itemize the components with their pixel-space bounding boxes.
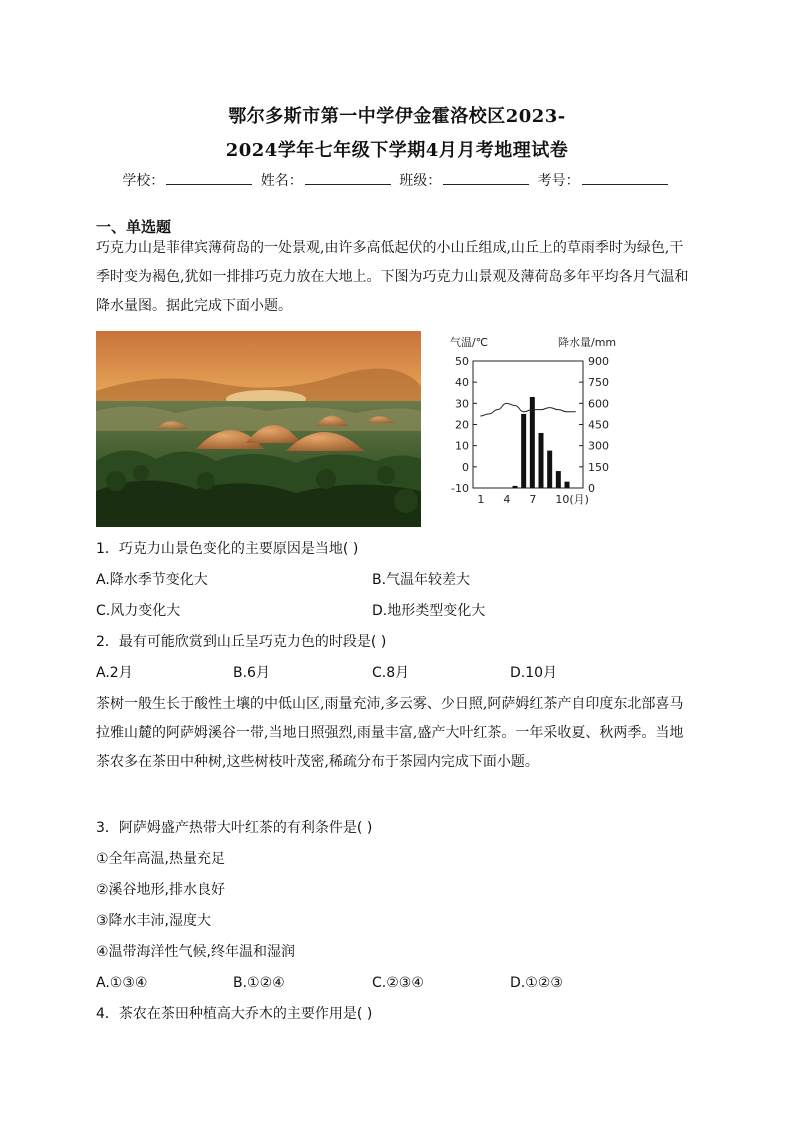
exam-title-line1: 鄂尔多斯市第一中学伊金霍洛校区2023- xyxy=(228,106,566,127)
passage-chocolate-hills: 巧克力山是菲律宾薄荷岛的一处景观,由许多高低起伏的小山丘组成,山丘上的草雨季时为绿色,干季时变为褐色,犹如一排排巧克力放在大地上。下图为巧克力山景观及薄荷岛多年平均各月气温和降水量图。据此完成下面小题。 xyxy=(96,240,689,314)
q2-stem: 2．最有可能欣赏到山丘呈巧克力色的时段是( ) xyxy=(96,634,387,650)
temp-tick-label: 50 xyxy=(455,355,469,368)
exam-number-blank[interactable] xyxy=(582,172,668,185)
precip-tick-label: 450 xyxy=(588,418,609,432)
section-heading: 一、单选题 xyxy=(96,218,172,236)
name-label: 姓名： xyxy=(260,173,303,189)
q3-statement-2: ②溪谷地形,排水良好 xyxy=(96,882,226,898)
precip-tick-label: 750 xyxy=(588,376,609,390)
temp-axis-label: 气温/℃ xyxy=(450,336,489,349)
q3-option-d[interactable]: D.①②③ xyxy=(510,975,563,991)
q1-option-c[interactable]: C.风力变化大 xyxy=(96,603,181,619)
school-blank[interactable] xyxy=(166,172,252,185)
q1-stem: 1．巧克力山景色变化的主要原因是当地( ) xyxy=(96,541,359,557)
name-blank[interactable] xyxy=(305,172,391,185)
precip-tick-label: 0 xyxy=(588,482,595,495)
q3-statement-3: ③降水丰沛,湿度大 xyxy=(96,913,212,929)
precip-bar xyxy=(530,397,535,488)
chocolate-hills-photo xyxy=(96,331,421,527)
plot-area xyxy=(473,361,583,488)
q4-stem: 4．茶农在茶田种植高大乔木的主要作用是( ) xyxy=(96,1006,373,1022)
temp-tick-label: 20 xyxy=(455,418,469,432)
month-tick-label: 1 xyxy=(477,493,485,506)
school-label: 学校： xyxy=(122,173,165,189)
temp-tick-label: 30 xyxy=(455,397,469,411)
month-tick-label: 4 xyxy=(503,493,511,506)
temp-tick-label: 0 xyxy=(462,460,469,474)
q1-option-d[interactable]: D.地形类型变化大 xyxy=(372,603,486,619)
q1-option-a[interactable]: A.降水季节变化大 xyxy=(96,572,208,588)
passage-assam-tea: 茶树一般生长于酸性土壤的中低山区,雨量充沛,多云雾、少日照,阿萨姆红茶产自印度东北部喜马拉雅山麓的阿萨姆溪谷一带,当地日照强烈,雨量丰富,盛产大叶红茶。一年采收夏、秋两季。当地茶农多在茶田中种树,这些树枝叶茂密,稀疏分布于茶园内完成下面小题。 xyxy=(96,696,684,770)
student-info-row xyxy=(0,170,794,190)
month-tick-label: 7 xyxy=(529,493,537,506)
precip-tick-label: 300 xyxy=(588,439,609,453)
exam-number-label: 考号： xyxy=(537,173,580,189)
q3-option-b[interactable]: B.①②④ xyxy=(233,975,285,991)
q1-option-b[interactable]: B.气温年较差大 xyxy=(372,572,471,588)
temperature-curve xyxy=(480,403,575,416)
precip-bar xyxy=(547,451,552,488)
q3-statement-4: ④温带海洋性气候,终年温和湿润 xyxy=(96,944,296,960)
climate-chart xyxy=(444,331,634,511)
temp-tick-label: 40 xyxy=(455,376,469,390)
precip-tick-label: 150 xyxy=(588,460,609,474)
precip-tick-label: 600 xyxy=(588,397,609,411)
precip-bar xyxy=(521,414,526,488)
class-label: 班级： xyxy=(399,173,442,189)
precip-tick-label: 900 xyxy=(588,355,609,368)
temp-tick-label: -10 xyxy=(451,482,469,495)
month-tick-label: 10(月) xyxy=(555,493,589,506)
q2-option-c[interactable]: C.8月 xyxy=(372,665,410,681)
exam-title-line2: 2024学年七年级下学期4月月考地理试卷 xyxy=(225,140,569,161)
precip-axis-label: 降水量/mm xyxy=(558,336,617,349)
precip-bar xyxy=(556,471,561,488)
q2-option-b[interactable]: B.6月 xyxy=(233,665,270,681)
precip-bar xyxy=(513,486,518,488)
q3-statement-1: ①全年高温,热量充足 xyxy=(96,851,226,867)
class-blank[interactable] xyxy=(443,172,529,185)
q2-option-a[interactable]: A.2月 xyxy=(96,665,133,681)
temp-tick-label: 10 xyxy=(455,439,469,453)
precip-bar xyxy=(539,433,544,488)
q3-stem: 3．阿萨姆盛产热带大叶红茶的有利条件是( ) xyxy=(96,820,373,836)
q2-option-d[interactable]: D.10月 xyxy=(510,665,558,681)
q3-option-c[interactable]: C.②③④ xyxy=(372,975,424,991)
precip-bar xyxy=(565,482,570,488)
q3-option-a[interactable]: A.①③④ xyxy=(96,975,148,991)
